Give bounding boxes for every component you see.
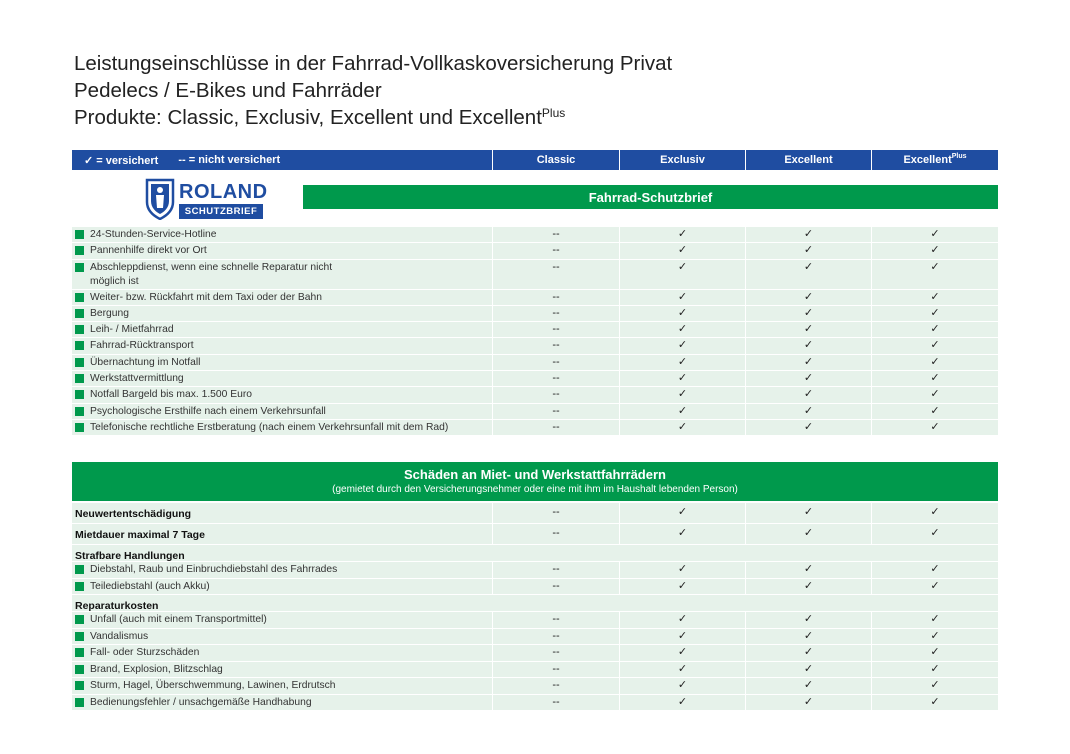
table-row (72, 645, 998, 662)
cell-exclusiv: ✓ (619, 260, 745, 289)
row-label (72, 260, 492, 289)
cell-exclusiv: ✓ (619, 629, 745, 645)
cell-excellent-plus: ✓ (871, 662, 998, 678)
cell-classic: -- (492, 260, 619, 289)
document-title (74, 50, 672, 131)
cell-excellent: ✓ (745, 306, 871, 321)
cell-classic: -- (492, 645, 619, 661)
table-row (72, 524, 998, 545)
section-header-miet-werkstatt (72, 462, 998, 501)
cell-classic: -- (492, 371, 619, 386)
row-label (72, 678, 492, 694)
legend-insured: ✓ = versichert (84, 154, 159, 167)
green-bullet-icon (75, 263, 84, 272)
row-label-text: Fahrrad-Rücktransport (90, 340, 194, 352)
row-label (72, 371, 492, 386)
row-label (72, 695, 492, 711)
cell-exclusiv: ✓ (619, 227, 745, 242)
cell-exclusiv: ✓ (619, 562, 745, 578)
cell-classic: -- (492, 579, 619, 595)
green-bullet-icon (75, 565, 84, 574)
cell-excellent-plus: ✓ (871, 227, 998, 242)
cell-classic: -- (492, 322, 619, 337)
column-header-excellent: Excellent (745, 150, 871, 170)
cell-excellent: ✓ (745, 678, 871, 694)
row-label (72, 355, 492, 370)
table-row (72, 322, 998, 338)
cell-exclusiv: ✓ (619, 678, 745, 694)
cell-classic (492, 545, 619, 561)
cell-excellent: ✓ (745, 243, 871, 258)
green-bullet-icon (75, 615, 84, 624)
cell-exclusiv: ✓ (619, 524, 745, 544)
green-bullet-icon (75, 325, 84, 334)
row-label-text: Werkstattvermittlung (90, 373, 184, 385)
row-label-text: Reparaturkosten (75, 600, 159, 612)
row-label-text: Psychologische Ersthilfe nach einem Verkehrsunfall (90, 405, 326, 417)
cell-exclusiv: ✓ (619, 243, 745, 258)
cell-excellent: ✓ (745, 629, 871, 645)
row-label (72, 629, 492, 645)
table-row (72, 678, 998, 695)
cell-classic: -- (492, 355, 619, 370)
cell-excellent (745, 595, 871, 611)
column-header-plus-sup: Plus (951, 152, 967, 160)
column-header-classic: Classic (492, 150, 619, 170)
cell-classic: -- (492, 662, 619, 678)
row-label-text: Unfall (auch mit einem Transportmittel) (90, 614, 267, 625)
cell-excellent: ✓ (745, 404, 871, 419)
cell-exclusiv: ✓ (619, 662, 745, 678)
cell-excellent-plus (871, 545, 998, 561)
cell-excellent-plus: ✓ (871, 260, 998, 289)
group-heading-row (72, 545, 998, 562)
cell-excellent: ✓ (745, 579, 871, 595)
section-title-schutzbrief: Fahrrad-Schutzbrief (303, 185, 998, 209)
table-row (72, 306, 998, 322)
cell-exclusiv: ✓ (619, 503, 745, 523)
cell-excellent: ✓ (745, 524, 871, 544)
row-label-text: Weiter- bzw. Rückfahrt mit dem Taxi oder der Bahn (90, 291, 322, 303)
title-line-3-sup: Plus (541, 106, 566, 120)
table-row (72, 338, 998, 354)
green-bullet-icon (75, 293, 84, 302)
row-label-text: 24-Stunden-Service-Hotline (90, 229, 217, 240)
column-header-excellent-plus-text: Excellent (903, 154, 952, 166)
cell-excellent-plus: ✓ (871, 338, 998, 353)
title-line-3-text: Produkte: Classic, Exclusiv, Excellent und Excellent (74, 106, 542, 129)
row-label (72, 322, 492, 337)
group-heading-row (72, 595, 998, 612)
cell-exclusiv: ✓ (619, 695, 745, 711)
cell-excellent-plus: ✓ (871, 612, 998, 628)
cell-classic: -- (492, 629, 619, 645)
row-label-text: Pannenhilfe direkt vor Ort (90, 245, 207, 257)
cell-excellent-plus: ✓ (871, 420, 998, 435)
cell-exclusiv: ✓ (619, 420, 745, 435)
cell-excellent-plus: ✓ (871, 243, 998, 258)
row-label-text: Strafbare Handlungen (75, 550, 185, 562)
cell-excellent-plus: ✓ (871, 562, 998, 578)
cell-excellent-plus: ✓ (871, 645, 998, 661)
row-label-text: Abschleppdienst, wenn eine schnelle Reparatur nicht möglich ist (90, 261, 333, 287)
row-label (72, 387, 492, 402)
row-label (72, 420, 492, 435)
green-bullet-icon (75, 358, 84, 367)
cell-excellent: ✓ (745, 290, 871, 305)
table-row (72, 503, 998, 524)
cell-classic: -- (492, 338, 619, 353)
green-bullet-icon (75, 632, 84, 641)
green-bullet-icon (75, 665, 84, 674)
green-bullet-icon (75, 681, 84, 690)
table-row (72, 629, 998, 646)
section2-subtitle: (gemietet durch den Versicherungsnehmer oder eine mit ihm im Haushalt lebenden Person) (332, 484, 738, 495)
row-label-text: Bergung (90, 307, 129, 319)
cell-excellent: ✓ (745, 695, 871, 711)
row-label-text: Bedienungsfehler / unsachgemäße Handhabung (90, 696, 312, 708)
green-bullet-icon (75, 423, 84, 432)
cell-excellent: ✓ (745, 503, 871, 523)
miet-werkstatt-table (72, 503, 998, 711)
cell-excellent-plus: ✓ (871, 678, 998, 694)
cell-excellent: ✓ (745, 662, 871, 678)
row-label (72, 595, 492, 611)
cell-excellent-plus: ✓ (871, 322, 998, 337)
row-label (72, 579, 492, 595)
cell-classic: -- (492, 243, 619, 258)
cell-classic: -- (492, 612, 619, 628)
cell-excellent-plus: ✓ (871, 695, 998, 711)
cell-excellent-plus: ✓ (871, 579, 998, 595)
cell-excellent-plus: ✓ (871, 524, 998, 544)
row-label (72, 524, 492, 544)
green-bullet-icon (75, 648, 84, 657)
green-bullet-icon (75, 582, 84, 591)
cell-classic: -- (492, 290, 619, 305)
row-label-text: Sturm, Hagel, Überschwemmung, Lawinen, Erdrutsch (90, 680, 336, 691)
row-label (72, 545, 492, 561)
cell-classic: -- (492, 524, 619, 544)
row-label (72, 227, 492, 242)
table-row (72, 404, 998, 420)
green-bullet-icon (75, 309, 84, 318)
table-row (72, 387, 998, 403)
cell-exclusiv: ✓ (619, 404, 745, 419)
cell-excellent: ✓ (745, 227, 871, 242)
cell-exclusiv: ✓ (619, 387, 745, 402)
green-bullet-icon (75, 246, 84, 255)
row-label (72, 306, 492, 321)
row-label-text: Telefonische rechtliche Erstberatung (nach einem Verkehrsunfall mit dem Rad) (90, 421, 449, 433)
cell-exclusiv: ✓ (619, 338, 745, 353)
table-row (72, 355, 998, 371)
cell-excellent: ✓ (745, 562, 871, 578)
roland-shield-icon (145, 178, 175, 220)
row-label (72, 612, 492, 628)
cell-excellent: ✓ (745, 260, 871, 289)
green-bullet-icon (75, 390, 84, 399)
row-label (72, 503, 492, 523)
green-bullet-icon (75, 341, 84, 350)
cell-excellent: ✓ (745, 420, 871, 435)
cell-excellent: ✓ (745, 645, 871, 661)
cell-classic (492, 595, 619, 611)
cell-exclusiv: ✓ (619, 612, 745, 628)
row-label-text: Übernachtung im Notfall (90, 356, 201, 368)
cell-excellent: ✓ (745, 355, 871, 370)
row-label-text: Diebstahl, Raub und Einbruchdiebstahl des Fahrrades (90, 564, 338, 575)
green-bullet-icon (75, 230, 84, 239)
row-label-text: Teilediebstahl (auch Akku) (90, 580, 210, 592)
cell-exclusiv (619, 595, 745, 611)
cell-classic: -- (492, 562, 619, 578)
row-label-text: Notfall Bargeld bis max. 1.500 Euro (90, 389, 252, 401)
logo-name: ROLAND (179, 181, 268, 203)
row-label-text: Mietdauer maximal 7 Tage (75, 529, 205, 541)
roland-logo (145, 178, 268, 222)
cell-excellent-plus: ✓ (871, 290, 998, 305)
column-header-exclusiv: Exclusiv (619, 150, 745, 170)
title-line-3 (74, 104, 672, 131)
table-row (72, 612, 998, 629)
table-row (72, 579, 998, 596)
cell-classic: -- (492, 695, 619, 711)
green-bullet-icon (75, 374, 84, 383)
cell-excellent: ✓ (745, 387, 871, 402)
cell-excellent: ✓ (745, 371, 871, 386)
column-header-excellent-plus (871, 150, 998, 170)
table-row (72, 227, 998, 243)
cell-excellent: ✓ (745, 338, 871, 353)
cell-excellent-plus: ✓ (871, 503, 998, 523)
row-label (72, 562, 492, 578)
cell-exclusiv: ✓ (619, 579, 745, 595)
row-label-text: Leih- / Mietfahrrad (90, 324, 174, 336)
cell-exclusiv: ✓ (619, 645, 745, 661)
cell-excellent: ✓ (745, 612, 871, 628)
table-row (72, 662, 998, 679)
table-row (72, 420, 998, 436)
legend-not-insured: -- = nicht versichert (178, 154, 281, 166)
row-label-text: Vandalismus (90, 630, 149, 642)
section2-title: Schäden an Miet- und Werkstattfahrrädern (404, 467, 666, 482)
row-label (72, 243, 492, 258)
cell-excellent-plus: ✓ (871, 387, 998, 402)
cell-excellent-plus: ✓ (871, 306, 998, 321)
cell-excellent-plus: ✓ (871, 629, 998, 645)
row-label (72, 404, 492, 419)
cell-classic: -- (492, 387, 619, 402)
cell-excellent-plus (871, 595, 998, 611)
row-label (72, 290, 492, 305)
cell-exclusiv (619, 545, 745, 561)
cell-exclusiv: ✓ (619, 306, 745, 321)
green-bullet-icon (75, 698, 84, 707)
row-label-text: Neuwertentschädigung (75, 508, 192, 520)
cell-excellent-plus: ✓ (871, 355, 998, 370)
cell-exclusiv: ✓ (619, 355, 745, 370)
cell-excellent (745, 545, 871, 561)
cell-classic: -- (492, 227, 619, 242)
table-row (72, 290, 998, 306)
cell-excellent-plus: ✓ (871, 371, 998, 386)
title-line-2: Pedelecs / E-Bikes und Fahrräder (74, 79, 382, 102)
legend (72, 150, 492, 170)
cell-classic: -- (492, 404, 619, 419)
cell-classic: -- (492, 678, 619, 694)
cell-exclusiv: ✓ (619, 290, 745, 305)
title-line-1: Leistungseinschlüsse in der Fahrrad-Vollkaskoversicherung Privat (74, 52, 673, 75)
row-label (72, 645, 492, 661)
green-bullet-icon (75, 407, 84, 416)
cell-classic: -- (492, 420, 619, 435)
row-label-text: Fall- oder Sturzschäden (90, 647, 200, 658)
table-row (72, 260, 998, 290)
table-row (72, 695, 998, 712)
table-row (72, 371, 998, 387)
cell-excellent-plus: ✓ (871, 404, 998, 419)
logo-sub: SCHUTZBRIEF (179, 204, 263, 219)
cell-exclusiv: ✓ (619, 371, 745, 386)
table-row (72, 243, 998, 259)
table-row (72, 562, 998, 579)
row-label (72, 662, 492, 678)
cell-classic: -- (492, 503, 619, 523)
legend-header-bar (72, 150, 998, 170)
row-label-text: Brand, Explosion, Blitzschlag (90, 663, 223, 675)
row-label (72, 338, 492, 353)
cell-excellent: ✓ (745, 322, 871, 337)
cell-classic: -- (492, 306, 619, 321)
cell-exclusiv: ✓ (619, 322, 745, 337)
schutzbrief-table (72, 227, 998, 436)
